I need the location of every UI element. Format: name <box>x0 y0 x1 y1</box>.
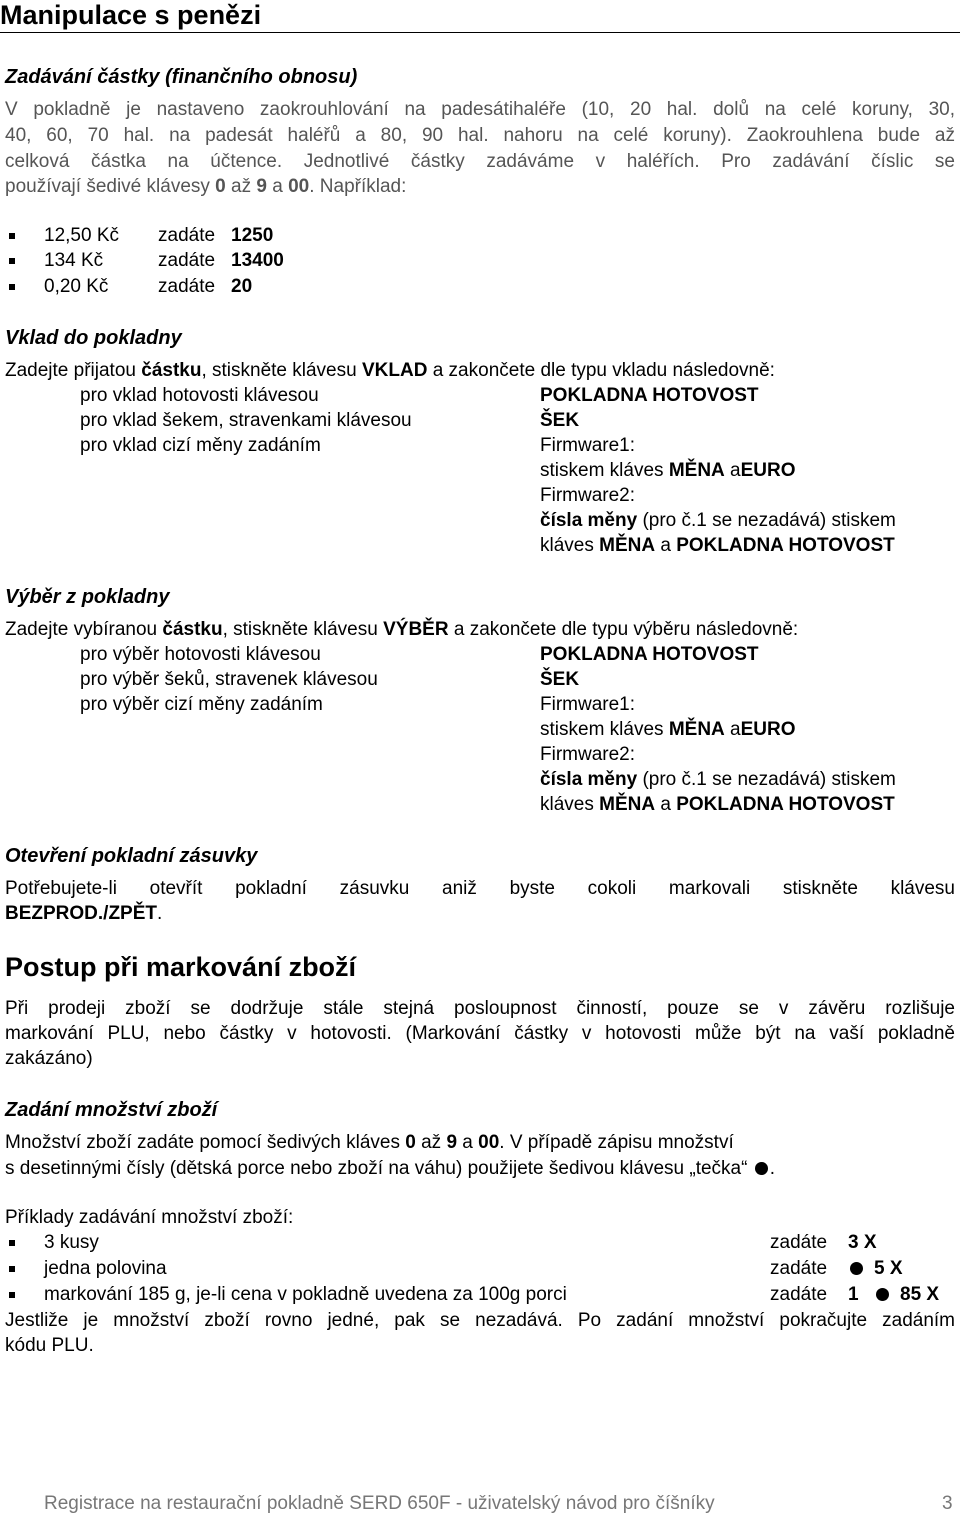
text-run: s desetinnými čísly (dětská porce nebo zboží na váhu) použijete šedivou klávesu „tečka“ <box>5 1158 748 1179</box>
text-run: (pro č.1 se nezadává) stiskem <box>637 510 896 531</box>
bullet-icon <box>9 1292 15 1298</box>
firmware2-instruction <box>540 769 896 791</box>
withdrawal-intro <box>5 619 798 641</box>
text-run: Zadejte vybíranou <box>5 619 163 640</box>
key-label: EURO <box>740 719 796 740</box>
key-label: BEZPROD./ZPĚT <box>5 903 158 924</box>
quantity-example-word: zadáte <box>770 1258 828 1279</box>
decimal-point-key-icon <box>876 1288 889 1301</box>
text-run: . <box>157 903 163 924</box>
deposit-row-key: POKLADNA HOTOVOST <box>540 385 759 406</box>
decimal-point-key-icon <box>850 1262 863 1275</box>
text-run: až <box>225 176 257 197</box>
text-run: částku <box>162 619 223 640</box>
paragraph-line: 40, 60, 70 hal. na padesát haléřů a 80, 90 hal. nahoru na celé koruny). Zaokrouhlena bude až <box>5 125 955 146</box>
decimal-point-key-icon <box>755 1162 768 1175</box>
text-run: čísla měny <box>540 510 638 531</box>
key-label: POKLADNA HOTOVOST <box>676 794 895 815</box>
examples-heading: Příklady zadávání množství zboží: <box>5 1207 294 1228</box>
key-label: POKLADNA HOTOVOST <box>676 535 895 556</box>
example-amount: 134 Kč <box>44 250 104 271</box>
firmware2-instruction-cont <box>540 794 895 816</box>
paragraph-line: kódu PLU. <box>5 1335 94 1356</box>
quantity-example-keys-pre: 1 <box>848 1284 859 1305</box>
firmware1-instruction <box>540 719 796 741</box>
quantity-text-line <box>5 1158 775 1180</box>
key-label: MĚNA <box>599 535 656 556</box>
key-label: 00 <box>288 176 310 197</box>
deposit-row-label: pro vklad cizí měny zadáním <box>80 435 321 456</box>
bullet-icon <box>9 1266 15 1272</box>
key-label: MĚNA <box>599 794 656 815</box>
text-run: (pro č.1 se nezadává) stiskem <box>637 769 896 790</box>
quantity-example-word: zadáte <box>770 1232 828 1253</box>
deposit-row-label: pro vklad hotovosti klávesou <box>80 385 319 406</box>
paragraph-line: celková částka na účtence. Jednotlivé částky zadáváme v haléřích. Pro zadávání číslic se <box>5 151 955 172</box>
key-label: EURO <box>740 460 796 481</box>
firmware2-instruction <box>540 510 896 532</box>
section-heading-quantity: Zadání množství zboží <box>5 1099 218 1121</box>
text-run: a <box>724 719 741 740</box>
quantity-example-desc: jedna polovina <box>44 1258 167 1279</box>
text-run: až <box>415 1132 447 1153</box>
firmware2-instruction-cont <box>540 535 895 557</box>
withdrawal-row-key: POKLADNA HOTOVOST <box>540 644 759 665</box>
page-number: 3 <box>942 1493 953 1514</box>
text-run: stiskem kláves <box>540 719 669 740</box>
paragraph-line: V pokladně je nastaveno zaokrouhlování na padesátihaléře (10, 20 hal. dolů na celé koruny, 30, <box>5 99 955 120</box>
deposit-row-key: ŠEK <box>540 410 580 431</box>
quantity-example-word: zadáte <box>770 1284 828 1305</box>
text-run: a <box>655 794 677 815</box>
example-word: zadáte <box>158 225 216 246</box>
text-run: a <box>655 535 677 556</box>
key-label: MĚNA <box>668 719 725 740</box>
firmware2-label: Firmware2: <box>540 485 636 506</box>
paragraph-line: markování PLU, nebo částky v hotovosti. (Markování částky v hotovosti může být na vaší pokladně <box>5 1023 955 1044</box>
text-run: a <box>266 176 289 197</box>
quantity-example-keys: 85 X <box>900 1284 940 1305</box>
text-run: čísla měny <box>540 769 638 790</box>
open-drawer-text: Potřebujete-li otevřít pokladní zásuvku aniž byste cokoli markovali stiskněte klávesu <box>5 878 955 899</box>
key-label: 9 <box>446 1132 458 1153</box>
text-run: a <box>457 1132 479 1153</box>
example-keys: 1250 <box>231 225 274 246</box>
key-label: VÝBĚR <box>383 619 449 640</box>
open-drawer-key-line <box>5 903 162 925</box>
firmware1-instruction <box>540 460 796 482</box>
deposit-intro <box>5 360 775 382</box>
withdrawal-row-key: ŠEK <box>540 669 580 690</box>
footer-text: Registrace na restaurační pokladně SERD 650F - uživatelský návod pro číšníky <box>44 1493 715 1514</box>
paragraph-line <box>5 176 406 198</box>
quantity-text-line <box>5 1132 734 1154</box>
withdrawal-row-label: pro výběr šeků, stravenek klávesou <box>80 669 378 690</box>
text-run: . Například: <box>309 176 407 197</box>
text-run: kláves <box>540 794 600 815</box>
text-run: a zakončete dle typu vkladu následovně: <box>427 360 775 381</box>
example-keys: 13400 <box>231 250 284 271</box>
quantity-example-desc: 3 kusy <box>44 1232 99 1253</box>
quantity-example-keys: 3 X <box>848 1232 877 1253</box>
text-run: , stiskněte klávesu <box>222 619 384 640</box>
key-label: 0 <box>405 1132 416 1153</box>
deposit-row-label: pro vklad šekem, stravenkami klávesou <box>80 410 412 431</box>
quantity-example-desc: markování 185 g, je-li cena v pokladně uvedena za 100g porci <box>44 1284 567 1305</box>
quantity-example-keys: 5 X <box>874 1258 903 1279</box>
text-run: stiskem kláves <box>540 460 669 481</box>
bullet-icon <box>9 258 15 264</box>
text-run: a zakončete dle typu výběru následovně: <box>448 619 799 640</box>
paragraph-line: zakázáno) <box>5 1048 93 1069</box>
section-heading-withdrawal: Výběr z pokladny <box>5 586 170 608</box>
bullet-icon <box>9 1240 15 1246</box>
withdrawal-row-label: pro výběr hotovosti klávesou <box>80 644 321 665</box>
text-run: . <box>769 1158 776 1179</box>
key-label: 00 <box>478 1132 500 1153</box>
text-run: a <box>724 460 741 481</box>
text-run: Zadejte přijatou <box>5 360 142 381</box>
text-run: , stiskněte klávesu <box>201 360 362 381</box>
text-run: používají šedivé klávesy <box>5 176 216 197</box>
example-word: zadáte <box>158 276 216 297</box>
section-heading-deposit: Vklad do pokladny <box>5 327 182 349</box>
key-label: 0 <box>215 176 226 197</box>
paragraph-line: Jestliže je množství zboží rovno jedné, pak se nezadává. Po zadání množství pokračujte zadáním <box>5 1310 955 1331</box>
firmware1-label: Firmware1: <box>540 435 636 456</box>
section-title-item-entry: Postup při markování zboží <box>5 952 357 982</box>
key-label: MĚNA <box>668 460 725 481</box>
paragraph-line: Při prodeji zboží se dodržuje stále stejná posloupnost činností, pouze se v závěru rozlišuje <box>5 998 955 1019</box>
example-keys: 20 <box>231 276 253 297</box>
section-heading-amount-entry: Zadávání částky (finančního obnosu) <box>5 66 358 88</box>
example-amount: 0,20 Kč <box>44 276 109 297</box>
bullet-icon <box>9 233 15 239</box>
key-label: 9 <box>256 176 267 197</box>
page-title: Manipulace s penězi <box>0 0 262 30</box>
bullet-icon <box>9 284 15 290</box>
firmware2-label: Firmware2: <box>540 744 636 765</box>
text-run: Množství zboží zadáte pomocí šedivých kláves <box>5 1132 406 1153</box>
example-word: zadáte <box>158 250 216 271</box>
key-label: VKLAD <box>361 360 428 381</box>
text-run: kláves <box>540 535 600 556</box>
firmware1-label: Firmware1: <box>540 694 636 715</box>
withdrawal-row-label: pro výběr cizí měny zadáním <box>80 694 323 715</box>
title-rule <box>0 32 960 33</box>
section-heading-open-drawer: Otevření pokladní zásuvky <box>5 845 258 867</box>
text-run: částku <box>141 360 202 381</box>
text-run: . V případě zápisu množství <box>499 1132 734 1153</box>
example-amount: 12,50 Kč <box>44 225 119 246</box>
